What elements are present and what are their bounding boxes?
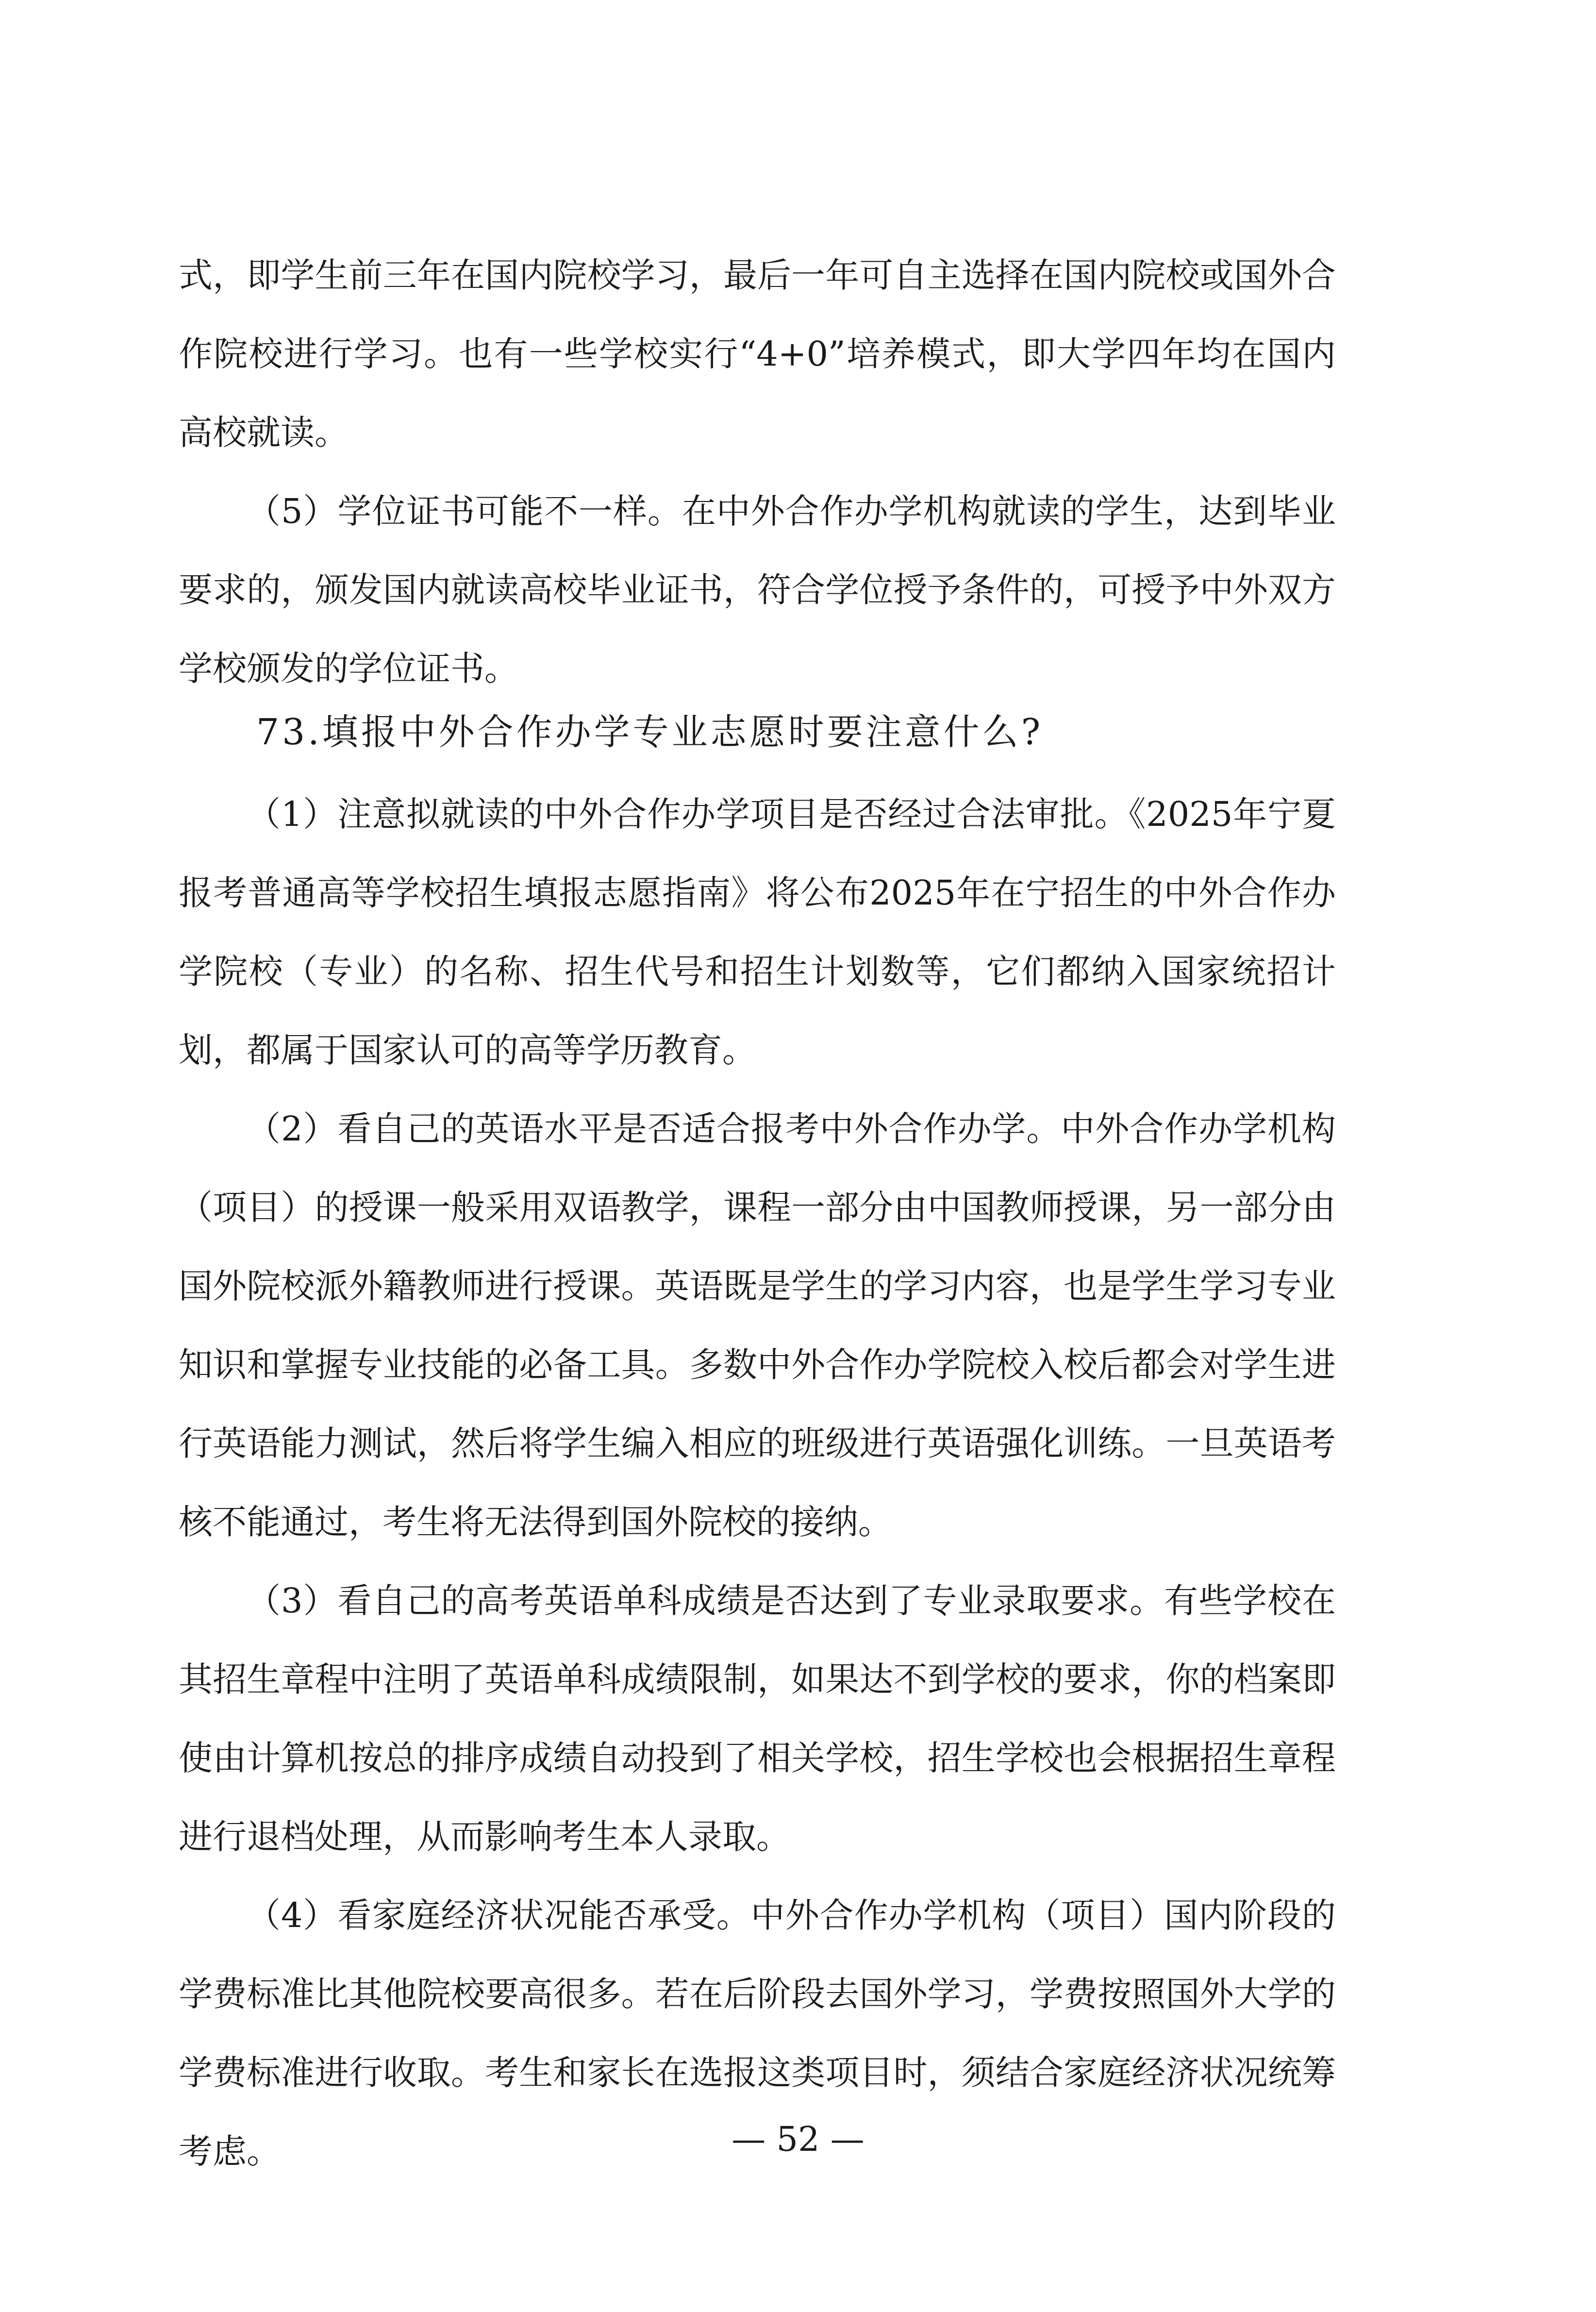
continued-paragraph: 式，即学生前三年在国内院校学习，最后一年可自主选择在国内院校或国外合作院校进行学习。也有一些学校实行“4+0”培养模式，即大学四年均在国内高校就读。: [179, 255, 1336, 452]
paragraph-english-score: （3）看自己的高考英语单科成绩是否达到了专业录取要求。有些学校在其招生章程中注明了英语单科成绩限制，如果达不到学校的要求，你的档案即使由计算机按总的排序成绩自动投到了相关学校，招生学校也会根据招生章程进行退档处理，从而影响考生本人录取。: [179, 1581, 1336, 1857]
paragraph-family-finance: （4）看家庭经济状况能否承受。中外合作办学机构（项目）国内阶段的学费标准比其他院校要高很多。若在后阶段去国外学习，学费按照国外大学的学费标准进行收取。考生和家长在选报这类项目时，须结合家庭经济状况统筹考虑。: [179, 1895, 1336, 2171]
paragraph-approval: （1）注意拟就读的中外合作办学项目是否经过合法审批。《2025年宁夏报考普通高等学校招生填报志愿指南》将公布2025年在宁招生的中外合作办学院校（专业）的名称、招生代号和招生计划数等，它们都纳入国家统招计划，都属于国家认可的高等学历教育。: [179, 794, 1336, 1070]
section-body: [179, 775, 1336, 2191]
continued-text-block: [179, 236, 1336, 708]
paragraph-degree-certificate: （5）学位证书可能不一样。在中外合作办学机构就读的学生，达到毕业要求的，颁发国内就读高校毕业证书，符合学位授予条件的，可授予中外双方学校颁发的学位证书。: [179, 491, 1336, 688]
paragraph-english-level: （2）看自己的英语水平是否适合报考中外合作办学。中外合作办学机构（项目）的授课一般采用双语教学，课程一部分由中国教师授课，另一部分由国外院校派外籍教师进行授课。英语既是学生的学习内容，也是学生学习专业知识和掌握专业技能的必备工具。多数中外合作办学院校入校后都会对学生进行英语能力测试，然后将学生编入相应的班级进行英语强化训练。一旦英语考核不能通过，考生将无法得到国外院校的接纳。: [179, 1109, 1336, 1542]
page-number: — 52 —: [732, 2119, 864, 2159]
section-heading: 73.填报中外合作办学专业志愿时要注意什么?: [256, 711, 1044, 753]
